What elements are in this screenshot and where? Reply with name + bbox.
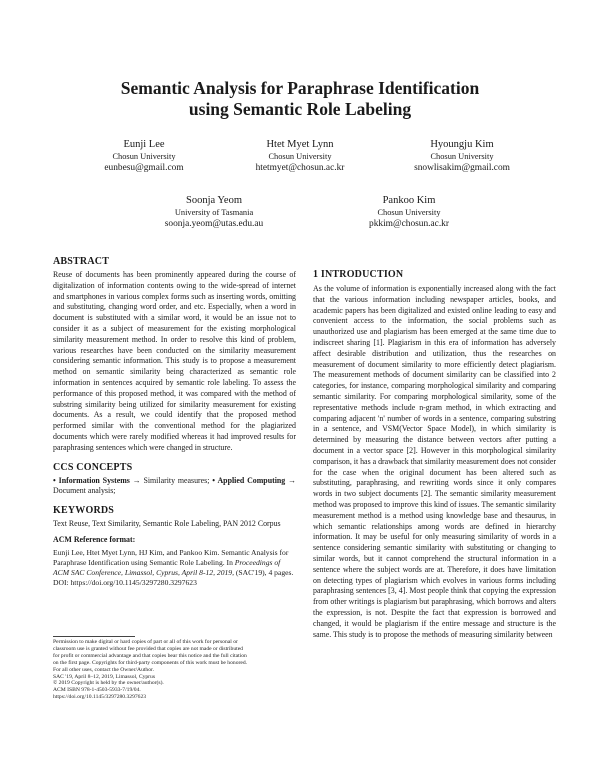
introduction-text: As the volume of information is exponentially increased along with the fact that the various information including newspaper articles, books, and academic papers has been digitalized and existed online leading to easy and convenient access to the information, the social problems such as unauthorized use and plagiarism has been emerged at the same time due to indiscreet sharing [1]. Plagiarism in this era of information has adversely affect desirable distribution and utilization, thus the researches on measurement of document similarity to more efficiently detect plagiarism. The measurement methods of document similarity can be classified into 2 categories, for instance, comparing morphological similarity and comparing semantic similarity. For comparing morphological similarity, some of the representative methods include n-gram method, in which extracting and comparing adjacent 'n' number of words in a sentence, comparing substring in a sentence, and VSM(Vector Space Model), in which similarity is determined by measuring the distance between vectors after putting a document in a vector space [2]. However in this morphological similarity comparison, it has a drawback that similarity measurement does not consider for the case when the original document has been altered such as substituting, paraphrasing, and rewriting words since it only compares words in two subject documents [2]. The semantic similarity measurement method was proposed to improve this kind of issues. The semantic similarity measurement method is a method using knowledge base and thesaurus, in which semantic relationships among words are defined in hierarchy information. It may be useful for only measuring similarity of words in a sentence considering semantic similarity with substituting or changing to similar words, but it cannot comprehend the structural information in a sentence where the subject words are at. Therefore, it does have limitation on detecting types of plagiarism which evolves in various forms including paraphrasing sentences [3, 4]. Most people think that copying the expression from other writings is plagiarism but paraphrasing, which borrows and alters the expression, is not. Despite the fact that expression is borrowed and changed, it would be plagiarism if the entire message and structure is the same. This study is to propose the methods of measuring similarity between <box>313 284 557 639</box>
title-line-2: using Semantic Role Labeling <box>188 99 412 119</box>
author-email[interactable]: soonja.yeom@utas.edu.au <box>164 219 264 229</box>
permission-line: on the first page. Copyrights for third-party components of this work must be honored. <box>53 659 248 666</box>
author-affiliation: Chosun University <box>268 152 332 161</box>
permission-line[interactable]: https://doi.org/10.1145/3297280.3297623 <box>53 694 147 701</box>
abstract-text: Reuse of documents has been prominently appeared during the course of digitalization of information contents owing to the wide-spread of internet and smartphones in various complex forms such as inserting words, omitting and substituting, changing word order, and etc. Especially, when a word in document is substituted with a similar word, it would be an issue not to consider it as a subject of measurement for the existing morphological similarity measurement method. In order to resolve this kind of problem, various researches have been conducted on the similarity measurement considering semantic information. This study is to propose a measurement method on semantic similarity being characterized as semantic role information in sentences acquired by semantic role labeling. To assess the performance of this proposed method, it was compared with the method of substring similarity being utilized for similarity measurement for existing documents. As a result, we could identify that the proposed method performed similar with the conventional method for the plagiarized documents which were rarely modified whereas it had improved results for paraphrasing sentences which were changed in structure. <box>53 270 296 452</box>
reference-heading: ACM Reference format: <box>53 534 136 544</box>
reference-venue: Proceedings of ACM SAC Conference, Limassol, Cyprus, April 8-12, 2019, <box>53 557 281 578</box>
author-email[interactable]: htetmyet@chosun.ac.kr <box>255 163 345 173</box>
ccs-bullet-1: • Information Systems <box>53 475 130 485</box>
author-email[interactable]: pkkim@chosun.ac.kr <box>369 219 449 229</box>
title-line-1: Semantic Analysis for Paraphrase Identification <box>120 78 480 98</box>
author-name: Eunji Lee <box>123 139 165 150</box>
reference-part-2[interactable]: (SAC'19), 4 pages. DOI: https://doi.org/10.1145/3297280.3297623 <box>53 568 294 588</box>
introduction-heading: 1 INTRODUCTION <box>313 269 404 280</box>
footnote-rule <box>53 636 135 637</box>
ccs-bullet-2-rest: → Document analysis; <box>53 475 296 496</box>
author-affiliation: Chosun University <box>377 208 441 217</box>
ccs-heading: CCS CONCEPTS <box>53 461 133 473</box>
abstract-heading: ABSTRACT <box>53 256 110 267</box>
keywords-heading: KEYWORDS <box>53 505 115 517</box>
ccs-text <box>53 476 296 498</box>
author-email[interactable]: eunbesu@gmail.com <box>104 163 184 173</box>
author-name: Htet Myet Lynn <box>266 139 334 150</box>
permission-notice <box>53 636 296 701</box>
author-email[interactable]: snowlisakim@gmail.com <box>414 163 510 173</box>
author-affiliation: University of Tasmania <box>174 208 254 217</box>
author-block <box>367 138 557 174</box>
permission-line: For all other uses, contact the Owner/Author. <box>53 666 154 673</box>
permission-line: SAC '19, April 8–12, 2019, Limassol, Cyprus <box>53 673 156 680</box>
author-block <box>119 194 309 230</box>
paper-title <box>0 78 600 120</box>
reference-part-1: Eunji Lee, Htet Myet Lynn, HJ Kim, and Pankoo Kim. Semantic Analysis for Paraphrase Identification using Semantic Role Labeling. In <box>53 547 289 567</box>
reference-text <box>53 548 296 589</box>
author-name: Soonja Yeom <box>185 195 242 206</box>
ccs-bullet-1-rest: → Similarity measures; <box>129 475 213 485</box>
permission-line: © 2019 Copyright is held by the owner/author(s). <box>53 680 164 687</box>
author-affiliation: Chosun University <box>430 152 494 161</box>
author-block <box>314 194 504 230</box>
author-affiliation: Chosun University <box>112 152 176 161</box>
right-column <box>313 268 556 640</box>
author-name: Hyoungju Kim <box>430 139 494 150</box>
permission-line: for profit or commercial advantage and that copies bear this notice and the full citation <box>53 652 247 659</box>
permission-line: classroom use is granted without fee provided that copies are not made or distributed <box>53 645 243 652</box>
left-column <box>53 255 296 589</box>
permission-line: Permission to make digital or hard copies of part or all of this work for personal or <box>53 639 238 645</box>
keywords-text: Text Reuse, Text Similarity, Semantic Role Labeling, PAN 2012 Corpus <box>53 519 281 529</box>
permission-line: ACM ISBN 978-1-4503-5933-7/19/04. <box>53 687 141 694</box>
author-name: Pankoo Kim <box>382 195 436 206</box>
ccs-bullet-2: • Applied Computing <box>212 475 286 485</box>
